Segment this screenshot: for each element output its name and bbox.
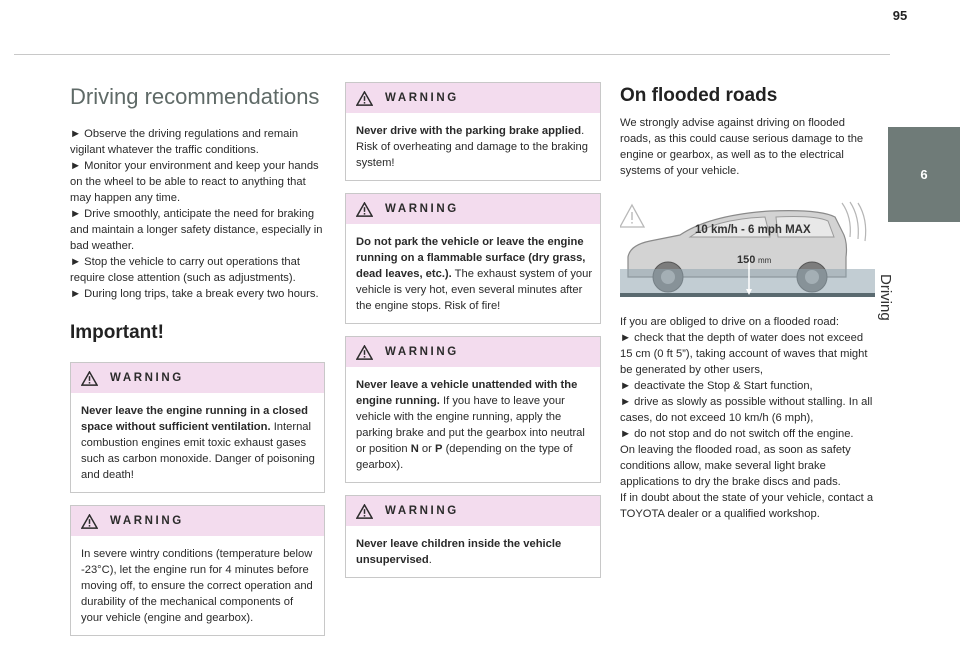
gear-position-p: P (435, 443, 443, 455)
warning-triangle-icon (356, 202, 373, 217)
list-item: ► Drive smoothly, anticipate the need for braking and maintain a longer safety distance, especially in bad weather. (70, 208, 323, 252)
flooded-road-illustration (620, 197, 875, 297)
warning-body (346, 367, 600, 482)
gear-position-n: N (410, 443, 419, 455)
section-title-driving-recommendations: Driving recommendations (70, 84, 320, 109)
warning-triangle-icon (356, 345, 373, 360)
depth-unit: mm (758, 256, 772, 265)
warning-triangle-icon (81, 514, 98, 529)
warning-title: WARNING (385, 505, 459, 517)
warning-text: Internal combustion engines emit toxic exhaust gases such as carbon monoxide. Danger of poisoning and death! (81, 421, 315, 481)
warning-body (346, 113, 600, 180)
warning-title: WARNING (110, 515, 184, 527)
warning-header (71, 506, 324, 536)
text-paragraph: If in doubt about the state of your vehicle, contact a TOYOTA dealer or a qualified workshop. (620, 492, 874, 520)
warning-box-ventilation (70, 362, 325, 493)
warning-text: If you have to leave your vehicle with the engine running, apply the parking brake and put the gearbox into neutral or position (356, 395, 585, 455)
list-item: ► During long trips, take a break every two hours. (70, 288, 319, 300)
warning-title: WARNING (385, 346, 459, 358)
warning-box-winter (70, 505, 325, 636)
speed-limit-label: 10 km/h - 6 mph MAX (695, 224, 811, 236)
warning-text: The exhaust system of your vehicle is very hot, even several minutes after the engine stops. Risk of fire! (356, 268, 593, 312)
warning-box-parking-brake (345, 82, 601, 181)
warning-bold-text: Never leave the engine running in a closed space without sufficient ventilation. (81, 405, 308, 433)
warning-body (71, 536, 324, 635)
warning-bold-text: Never leave children inside the vehicle unsupervised (356, 538, 562, 566)
warning-text: . (428, 554, 432, 566)
section-title-flooded-roads: On flooded roads (620, 85, 778, 106)
warning-triangle-icon (356, 504, 373, 519)
list-item: ► deactivate the Stop & Start function, (620, 380, 813, 392)
warning-box-unattended-vehicle (345, 336, 601, 483)
warning-bold-text: Do not park the vehicle or leave the engine running on a flammable surface (dry grass, dead leaves, etc.). (356, 236, 586, 280)
warning-box-children (345, 495, 601, 578)
warning-triangle-icon (356, 91, 373, 106)
warning-text: . Risk of overheating and damage to the braking system! (356, 125, 588, 169)
chapter-tab[interactable] (888, 127, 960, 222)
warning-text: or (418, 443, 435, 455)
column-left (70, 82, 325, 648)
warning-title: WARNING (385, 203, 459, 215)
page-number: 95 (892, 8, 908, 23)
warning-bold-text: Never drive with the parking brake applied (356, 125, 582, 137)
text-paragraph: On leaving the flooded road, as soon as safety conditions allow, make several light brake applications to dry the brake discs and pads. (620, 444, 851, 488)
warning-body (71, 393, 324, 492)
warning-header (346, 194, 600, 224)
warning-body (346, 526, 600, 577)
warning-body (346, 224, 600, 323)
intro-paragraph: We strongly advise against driving on flooded roads, as this could cause serious damage to the engine or gearbox, as well as to the electrical systems of your vehicle. (620, 117, 864, 177)
list-item: ► Monitor your environment and keep your hands on the wheel to be able to react to anything that may happen any time. (70, 160, 319, 204)
list-item: ► drive as slowly as possible without stalling. In all cases, do not exceed 10 km/h (6 mph), (620, 396, 873, 424)
chapter-number: 6 (920, 167, 928, 182)
depth-value: 150 (737, 254, 756, 266)
chapter-label (877, 222, 918, 321)
warning-triangle-icon (81, 371, 98, 386)
list-item: ► Stop the vehicle to carry out operations that require close attention (such as adjustments). (70, 256, 300, 284)
warning-header (346, 496, 600, 526)
warning-header (346, 337, 600, 367)
column-right (620, 82, 875, 522)
warning-title: WARNING (385, 92, 459, 104)
column-middle (345, 82, 601, 590)
warning-bold-text: Never leave a vehicle unattended with the engine running. (356, 379, 578, 407)
text-line: If you are obliged to drive on a flooded road: (620, 316, 839, 328)
header-divider (14, 54, 890, 55)
section-title-important: Important! (70, 322, 164, 343)
warning-title: WARNING (110, 372, 184, 384)
list-item: ► check that the depth of water does not exceed 15 cm (0 ft 5”), taking account of waves that might be generated by other users, (620, 332, 868, 376)
warning-text: In severe wintry conditions (temperature below -23°C), let the engine run for 4 minutes before moving off, to ensure the correct operation and durability of the mechanical components of your vehicle (engine and gearbox). (81, 548, 313, 624)
warning-box-flammable-surface (345, 193, 601, 324)
list-item: ► Observe the driving regulations and remain vigilant whatever the traffic conditions. (70, 128, 299, 156)
chapter-title: Driving (877, 274, 894, 321)
recommendations-list (70, 126, 325, 302)
warning-header (71, 363, 324, 393)
list-item: ► do not stop and do not switch off the engine. (620, 428, 854, 440)
warning-text: (depending on the type of gearbox). (356, 443, 573, 471)
warning-header (346, 83, 600, 113)
